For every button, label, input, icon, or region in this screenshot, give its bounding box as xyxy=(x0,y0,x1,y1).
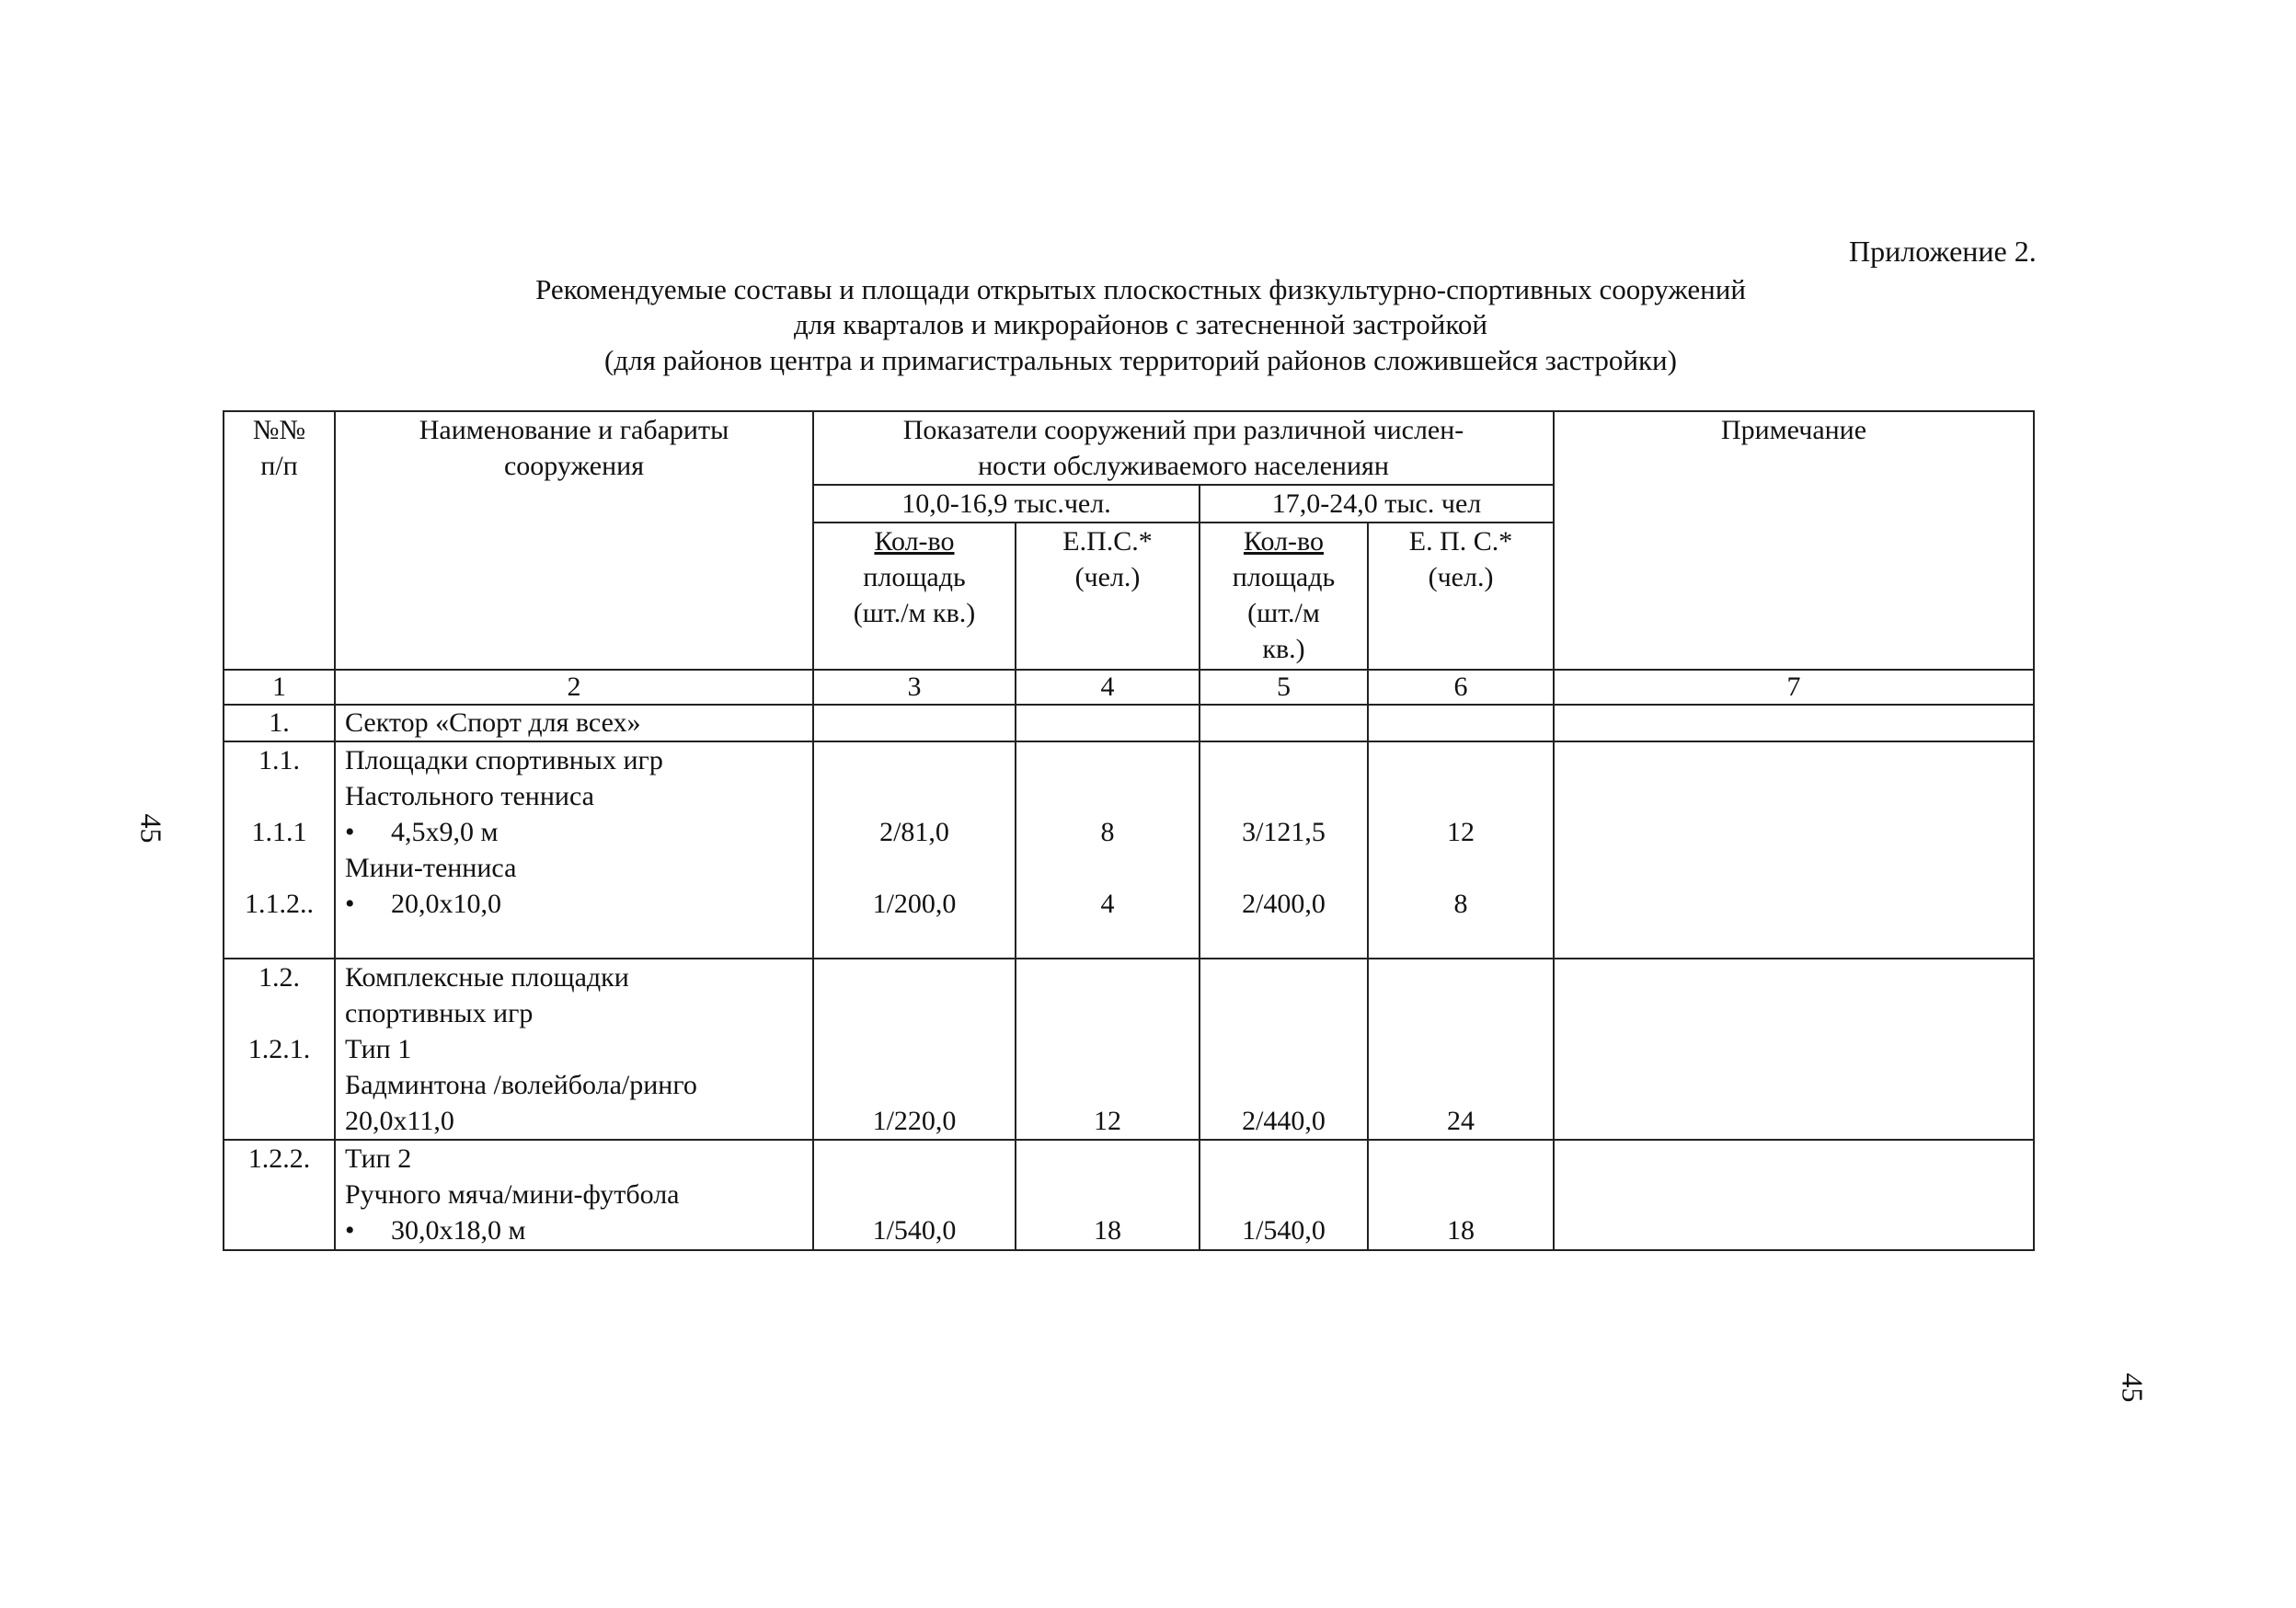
cell-c4: 8 4 xyxy=(1016,741,1200,959)
col-number: 7 xyxy=(1554,670,2034,705)
cell-c6: 12 8 xyxy=(1368,741,1554,959)
col-number: 5 xyxy=(1200,670,1368,705)
header-name: Наименование и габариты сооружения xyxy=(335,411,813,670)
cell-note xyxy=(1554,741,2034,959)
bullet-item: • 20,0x10,0 xyxy=(345,886,803,922)
cell-c6: 24 xyxy=(1368,959,1554,1140)
facilities-table xyxy=(223,410,2035,1251)
bullet-item: • 4,5x9,0 м xyxy=(345,814,803,850)
table-row-1-2 xyxy=(224,959,2034,1140)
header-note: Примечание xyxy=(1554,411,2034,670)
col-number: 2 xyxy=(335,670,813,705)
header-group-2: 17,0-24,0 тыс. чел xyxy=(1200,485,1554,523)
cell-c4: 12 xyxy=(1016,959,1200,1140)
row-name: Площадки спортивных игр Настольного тенниса • 4,5x9,0 м Мини-тенниса • 20,0x10,0 xyxy=(335,741,813,959)
cell-c5: 3/121,5 2/400,0 xyxy=(1200,741,1368,959)
cell-c3: 1/220,0 xyxy=(813,959,1016,1140)
table-row-sector xyxy=(224,705,2034,741)
title-line-3: (для районов центра и примагистральных территорий районов сложившейся застройки) xyxy=(604,344,1677,376)
col-number: 4 xyxy=(1016,670,1200,705)
row-num: 1.1. 1.1.1 1.1.2.. xyxy=(224,741,335,959)
table-row-1-1 xyxy=(224,741,2034,959)
cell-c5: 1/540,0 xyxy=(1200,1140,1368,1250)
header-indicators: Показатели сооружений при различной числен- ности обслуживаемого населениян xyxy=(813,411,1554,485)
title-line-1: Рекомендуемые составы и площади открытых плоскостных физкультурно-спортивных сооружений xyxy=(535,273,1746,305)
col-number: 6 xyxy=(1368,670,1554,705)
page-number-left: 45 xyxy=(134,813,168,844)
cell-note xyxy=(1554,1140,2034,1250)
table-header-row-1 xyxy=(224,411,2034,485)
col-number: 3 xyxy=(813,670,1016,705)
appendix-label: Приложение 2. xyxy=(1849,235,2037,268)
cell-c3: 1/540,0 xyxy=(813,1140,1016,1250)
header-g1-qty: Кол-во площадь (шт./м кв.) xyxy=(813,523,1016,670)
cell-c3: 2/81,0 1/200,0 xyxy=(813,741,1016,959)
cell-c5: 2/440,0 xyxy=(1200,959,1368,1140)
row-name: Тип 2 Ручного мяча/мини-футбола • 30,0x18,0 м xyxy=(335,1140,813,1250)
header-g2-eps: Е. П. С.* (чел.) xyxy=(1368,523,1554,670)
header-group-1: 10,0-16,9 тыс.чел. xyxy=(813,485,1200,523)
bullet-item: • 30,0x18,0 м xyxy=(345,1212,803,1248)
header-g2-qty: Кол-во площадь (шт./м кв.) xyxy=(1200,523,1368,670)
row-num: 1.2.2. xyxy=(224,1140,335,1250)
header-g1-eps: Е.П.С.* (чел.) xyxy=(1016,523,1200,670)
row-num: 1. xyxy=(224,705,335,741)
row-name: Комплексные площадки спортивных игр Тип 1 Бадминтона /волейбола/ринго 20,0x11,0 xyxy=(335,959,813,1140)
page-number-right: 45 xyxy=(2116,1373,2150,1403)
column-number-row xyxy=(224,670,2034,705)
cell-c4: 18 xyxy=(1016,1140,1200,1250)
table-row-1-2-2 xyxy=(224,1140,2034,1250)
header-num: №№ п/п xyxy=(224,411,335,670)
row-name: Сектор «Спорт для всех» xyxy=(335,705,813,741)
row-num: 1.2. 1.2.1. xyxy=(224,959,335,1140)
col-number: 1 xyxy=(224,670,335,705)
cell-c6: 18 xyxy=(1368,1140,1554,1250)
cell-note xyxy=(1554,959,2034,1140)
title-line-2: для кварталов и микрорайонов с затесненной застройкой xyxy=(794,308,1487,340)
